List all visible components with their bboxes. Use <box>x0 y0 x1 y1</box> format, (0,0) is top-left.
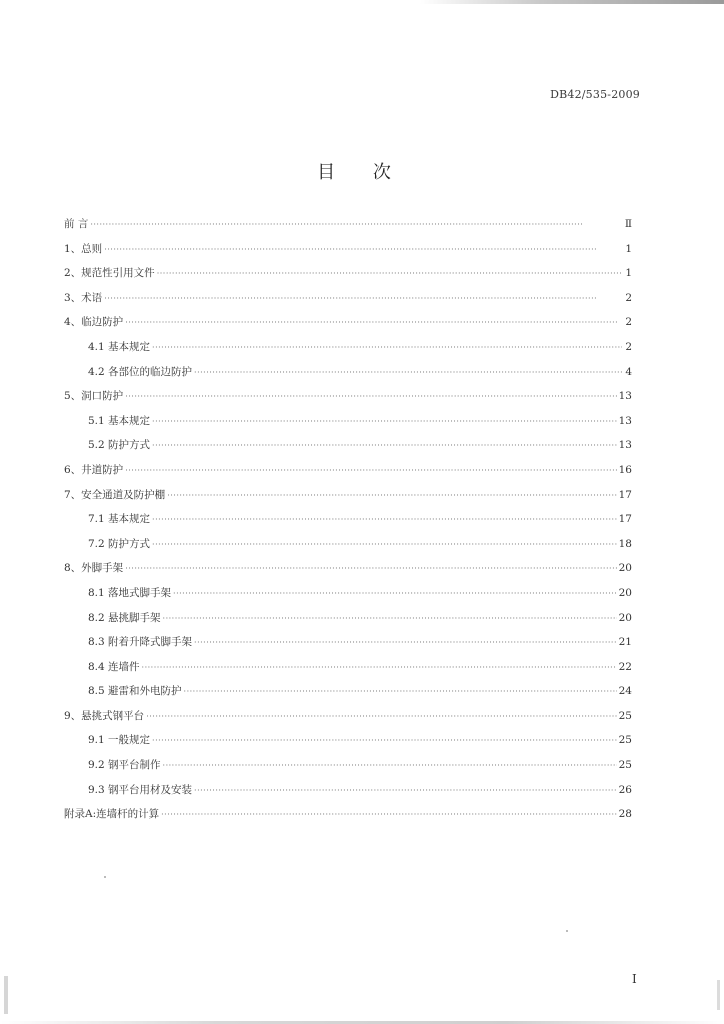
table-of-contents <box>64 216 632 831</box>
toc-entry-page: 20 <box>618 586 632 599</box>
toc-entry[interactable] <box>64 437 632 462</box>
toc-entry-page: Ⅱ <box>624 218 632 230</box>
toc-entry[interactable] <box>64 487 632 512</box>
toc-entry-page: 25 <box>618 709 632 722</box>
toc-entry-page: 26 <box>618 783 632 796</box>
toc-entry-label: 1、总则 <box>64 242 103 255</box>
toc-entry-page: 4 <box>625 365 632 378</box>
scan-speck <box>566 930 568 932</box>
toc-entry[interactable] <box>64 339 632 364</box>
toc-entry-page: 20 <box>618 562 632 575</box>
toc-entry-page: 24 <box>618 685 632 698</box>
toc-leader-dots <box>125 466 616 475</box>
toc-leader-dots <box>152 343 622 352</box>
toc-entry-label: 5.1 基本规定 <box>88 414 151 427</box>
toc-leader-dots <box>161 810 617 819</box>
toc-entry-page: 2 <box>625 340 632 353</box>
toc-leader-dots <box>184 687 617 696</box>
toc-entry-page: 28 <box>618 808 632 821</box>
toc-leader-dots <box>163 761 617 770</box>
toc-entry-label: 4、临边防护 <box>64 316 124 329</box>
toc-leader-dots <box>194 638 617 647</box>
toc-entry[interactable] <box>64 216 632 241</box>
toc-entry-page: 17 <box>618 488 632 501</box>
toc-leader-dots <box>146 712 616 721</box>
toc-entry-page: 17 <box>618 513 632 526</box>
toc-entry-page: 22 <box>618 660 632 673</box>
toc-leader-dots <box>152 515 617 524</box>
toc-leader-dots <box>104 294 622 303</box>
toc-entry-label: 5.2 防护方式 <box>88 439 151 452</box>
toc-entry[interactable] <box>64 413 632 438</box>
scan-edge-top <box>420 0 724 4</box>
toc-entry-label: 8.3 附着升降式脚手架 <box>88 636 193 649</box>
toc-entry-page: 25 <box>618 734 632 747</box>
toc-entry[interactable] <box>64 757 632 782</box>
toc-entry-label: 7.1 基本规定 <box>88 513 151 526</box>
toc-entry-label: 8.2 悬挑脚手架 <box>88 611 161 624</box>
toc-entry[interactable] <box>64 683 632 708</box>
toc-entry[interactable] <box>64 732 632 757</box>
toc-entry-page: 21 <box>618 636 632 649</box>
page-number: I <box>632 972 637 986</box>
toc-leader-dots <box>152 417 617 426</box>
toc-entry-label: 9.1 一般规定 <box>88 734 151 747</box>
toc-entry-page: 20 <box>618 611 632 624</box>
toc-entry-label: 8.1 落地式脚手架 <box>88 586 172 599</box>
toc-entry-page: 25 <box>618 759 632 772</box>
toc-entry[interactable] <box>64 708 632 733</box>
toc-entry[interactable] <box>64 241 632 266</box>
standard-number: DB42/535-2009 <box>550 88 640 101</box>
toc-entry-page: 13 <box>618 414 632 427</box>
toc-leader-dots <box>194 368 622 377</box>
toc-entry[interactable] <box>64 290 632 315</box>
toc-entry-label: 9、悬挑式钢平台 <box>64 709 145 722</box>
toc-leader-dots <box>125 392 616 401</box>
toc-entry-page: 13 <box>618 439 632 452</box>
toc-entry-label: 4.2 各部位的临边防护 <box>88 365 193 378</box>
scan-left-mark <box>4 976 8 1014</box>
toc-entry[interactable] <box>64 462 632 487</box>
toc-entry-page: 13 <box>618 390 632 403</box>
toc-entry-label: 2、规范性引用文件 <box>64 267 155 280</box>
toc-entry-label: 7、安全通道及防护棚 <box>64 488 166 501</box>
toc-entry-label: 8、外脚手架 <box>64 562 124 575</box>
toc-entry-label: 3、术语 <box>64 291 103 304</box>
toc-leader-dots <box>163 614 617 623</box>
toc-entry[interactable] <box>64 806 632 831</box>
toc-leader-dots <box>152 540 617 549</box>
toc-leader-dots <box>157 269 622 278</box>
scan-speck <box>104 876 106 878</box>
toc-leader-dots <box>104 245 622 254</box>
toc-entry-page: 1 <box>625 242 632 255</box>
toc-entry-label: 附录A:连墙杆的计算 <box>64 808 160 821</box>
toc-entry-label: 8.4 连墙件 <box>88 660 140 673</box>
toc-leader-dots <box>125 318 622 327</box>
toc-leader-dots <box>194 786 617 795</box>
toc-entry[interactable] <box>64 634 632 659</box>
toc-entry[interactable] <box>64 388 632 413</box>
toc-entry-label: 6、井道防护 <box>64 463 124 476</box>
toc-entry-page: 16 <box>618 463 632 476</box>
toc-entry[interactable] <box>64 511 632 536</box>
toc-entry[interactable] <box>64 610 632 635</box>
toc-entry[interactable] <box>64 536 632 561</box>
toc-entry[interactable] <box>64 659 632 684</box>
toc-leader-dots <box>152 441 617 450</box>
toc-entry[interactable] <box>64 364 632 389</box>
toc-leader-dots <box>125 564 616 573</box>
toc-entry-label: 7.2 防护方式 <box>88 537 151 550</box>
toc-entry-page: 1 <box>625 267 632 280</box>
toc-title: 目 次 <box>317 162 407 183</box>
toc-leader-dots <box>152 736 617 745</box>
toc-leader-dots <box>167 491 616 500</box>
toc-entry[interactable] <box>64 560 632 585</box>
toc-entry[interactable] <box>64 314 632 339</box>
toc-entry-label: 9.3 钢平台用材及安装 <box>88 783 193 796</box>
toc-entry[interactable] <box>64 585 632 610</box>
toc-entry-page: 2 <box>625 316 632 329</box>
toc-leader-dots <box>90 220 622 229</box>
toc-entry-label: 前 言 <box>64 218 89 230</box>
toc-entry[interactable] <box>64 265 632 290</box>
scan-right-mark <box>717 980 720 1010</box>
toc-leader-dots <box>173 589 617 598</box>
toc-entry-label: 8.5 避雷和外电防护 <box>88 685 182 698</box>
toc-entry-label: 9.2 钢平台制作 <box>88 759 161 772</box>
toc-entry[interactable] <box>64 782 632 807</box>
toc-entry-page: 18 <box>618 537 632 550</box>
toc-entry-page: 2 <box>625 291 632 304</box>
toc-entry-label: 4.1 基本规定 <box>88 340 151 353</box>
toc-entry-label: 5、洞口防护 <box>64 390 124 403</box>
toc-leader-dots <box>142 663 617 672</box>
